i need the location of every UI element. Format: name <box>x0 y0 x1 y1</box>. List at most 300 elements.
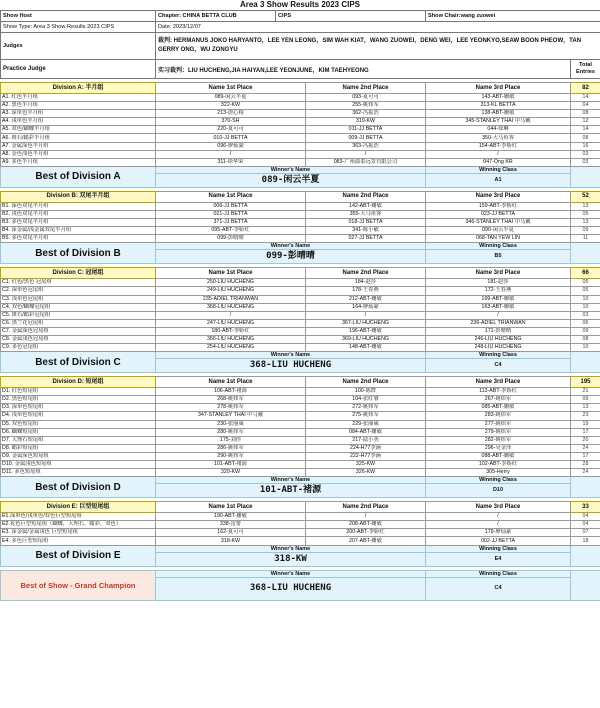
first-place: 368-LIU HUCHENG <box>156 303 306 311</box>
winners-name-label: Winner's Name <box>156 166 426 173</box>
third-place: / <box>426 521 571 529</box>
entry-count: 17 <box>571 428 600 436</box>
division-table <box>0 501 600 566</box>
second-place: 229-张丽威 <box>306 420 426 428</box>
winners-name-label: Winner's Name <box>156 352 426 359</box>
table-row <box>1 388 600 396</box>
entry-count: 20 <box>571 436 600 444</box>
third-place: 171-彭晴晴 <box>426 327 571 335</box>
second-place: / <box>306 311 426 319</box>
class-name: A9. 多色半月组 <box>1 158 156 166</box>
grand-champion-label: Best of Show - Grand Champion <box>1 570 156 600</box>
first-place: 366-LIU HUCHENG <box>156 335 306 343</box>
entry-count: 04 <box>571 521 600 529</box>
grand-champion-class: C4 <box>426 577 571 600</box>
first-place: 249-LIU HUCHENG <box>156 287 306 295</box>
second-place: 142-ABT-姗敏 <box>306 202 426 210</box>
table-row <box>1 102 600 110</box>
division-total: 33 <box>571 502 600 513</box>
second-place: 217-陆小英 <box>306 436 426 444</box>
second-place: 255-姚炜军 <box>306 102 426 110</box>
col-header-first: Name 1st Place <box>156 191 306 202</box>
second-place: 212-ABT-姗敏 <box>306 295 426 303</box>
class-name: E2.花色巨型短尾组（蝴蝶，大理石，蜡彩，双色） <box>1 521 156 529</box>
table-row <box>1 521 600 529</box>
entry-count: 04 <box>571 102 600 110</box>
table-row <box>1 110 600 118</box>
entry-count: 24 <box>571 469 600 477</box>
first-place: 099-彭晴晴 <box>156 235 306 243</box>
class-name: D8. 蜡彩短尾组 <box>1 444 156 452</box>
table-row <box>1 202 600 210</box>
first-place: 370-SH <box>156 118 306 126</box>
table-row <box>1 142 600 150</box>
entry-count: 28 <box>571 461 600 469</box>
third-place: 199-ABT-姗敏 <box>426 295 571 303</box>
entry-count: 08 <box>571 110 600 118</box>
class-name: D10. 金属浅色短尾组 <box>1 461 156 469</box>
first-place: 235-ADIEL TRIANWAN <box>156 295 306 303</box>
second-place: 027-JJ BETTA <box>306 235 426 243</box>
col-header-third: Name 3rd Place <box>426 191 571 202</box>
third-place: 113-ABT-李娇红 <box>426 388 571 396</box>
division-name: Division E: 巨型短尾组 <box>1 502 156 513</box>
cips-label: CIPS <box>276 11 426 22</box>
third-place: / <box>426 150 571 158</box>
entry-count: 24 <box>571 444 600 452</box>
first-place: 254-LIU HUCHENG <box>156 344 306 352</box>
first-place: 320-KW <box>156 469 306 477</box>
division-total: 52 <box>571 191 600 202</box>
class-name: B5. 多色双尾半月组 <box>1 235 156 243</box>
division-name: Division B: 双尾半月组 <box>1 191 156 202</box>
class-name: A3. 深单色半月组 <box>1 110 156 118</box>
table-row <box>1 219 600 227</box>
third-place: 345-STANLEY THAI 中马戴 <box>426 118 571 126</box>
division-winner: 089-闲云半夏 <box>156 173 426 187</box>
show-host-label: Show Host <box>1 11 156 22</box>
col-header-third: Name 3rd Place <box>426 377 571 388</box>
entry-count: 03 <box>571 311 600 319</box>
table-row <box>1 335 600 343</box>
table-row <box>1 150 600 158</box>
table-row <box>1 311 600 319</box>
second-place: / <box>306 513 426 521</box>
table-row <box>1 469 600 477</box>
third-place: 088-ABT-姗敏 <box>426 452 571 460</box>
header-table <box>0 10 600 79</box>
third-place: 282-姚炜军 <box>426 436 571 444</box>
first-place: 286-姚炜军 <box>156 444 306 452</box>
second-place: 319-KW <box>306 118 426 126</box>
division-winning-class: D10 <box>426 484 571 498</box>
third-place: 283-姚炜军 <box>426 412 571 420</box>
table-row <box>1 444 600 452</box>
entry-count: 05 <box>571 279 600 287</box>
second-place: 104-张红睿 <box>306 396 426 404</box>
table-row <box>1 134 600 142</box>
entry-count: 07 <box>571 529 600 537</box>
first-place: 089-闲云半夏 <box>156 94 306 102</box>
table-row <box>1 94 600 102</box>
third-place: 163-ABT-姗敏 <box>426 303 571 311</box>
second-place: 369-LIU HUCHENG <box>306 335 426 343</box>
table-row <box>1 158 600 166</box>
division-table <box>0 267 600 373</box>
second-place: 341-陈小敏 <box>306 227 426 235</box>
class-name: A4. 浅单色半月组 <box>1 118 156 126</box>
table-row <box>1 235 600 243</box>
entry-count: 10 <box>571 295 600 303</box>
chapter: Chapter: CHINA BETTA CLUB <box>156 11 276 22</box>
col-header-second: Name 2nd Place <box>306 83 426 94</box>
class-name: D5. 双色短尾组 <box>1 420 156 428</box>
grand-champion-table <box>0 570 600 601</box>
second-place: 196-ABT-姗敏 <box>306 327 426 335</box>
first-place: 250-LIU HUCHENG <box>156 279 306 287</box>
first-place: 230-张丽威 <box>156 420 306 428</box>
third-place: 068-TAN YEW LIN <box>426 235 571 243</box>
winning-class-label: Winning Class <box>426 477 571 484</box>
class-name: D9. 金属深色短尾组 <box>1 452 156 460</box>
third-place: 350-大马鱼客 <box>426 134 571 142</box>
winning-class-label: Winning Class <box>426 166 571 173</box>
grand-champion-winner: 368-LIU HUCHENG <box>156 577 426 600</box>
first-place: 322-KW <box>156 102 306 110</box>
best-of-division-label: Best of Division D <box>1 477 156 498</box>
first-place: 021-JJ BETTA <box>156 210 306 218</box>
division-table <box>0 82 600 188</box>
practice-judge-list: 实习裁判：LIU HUCHENG,JIA HAIYAN,LEE YEONJUNE，KIM TAEHYEONG <box>156 60 571 79</box>
division-winning-class: C4 <box>426 359 571 373</box>
entry-count: 03 <box>571 158 600 166</box>
second-place: 148-ABT-姗敏 <box>306 344 426 352</box>
table-row <box>1 118 600 126</box>
first-place: 190-ABT-姗敏 <box>156 513 306 521</box>
division-winner: 099-彭晴晴 <box>156 250 426 264</box>
entry-count: 10 <box>571 303 600 311</box>
third-place: 246-LIU HUCHENG <box>426 335 571 343</box>
entry-count: 14 <box>571 126 600 134</box>
table-row <box>1 227 600 235</box>
table-row <box>1 210 600 218</box>
class-name: B1. 深色双尾半月组 <box>1 202 156 210</box>
third-place: 267-姚炜军 <box>426 396 571 404</box>
grand-winning-class-label: Winning Class <box>426 570 571 577</box>
second-place: 355-大马鱼客 <box>306 210 426 218</box>
table-row <box>1 529 600 537</box>
third-place: 277-姚炜军 <box>426 420 571 428</box>
third-place: 002-JJ BETTA <box>426 537 571 545</box>
table-row <box>1 412 600 420</box>
entry-count: 13 <box>571 219 600 227</box>
grand-winners-name-label: Winner's Name <box>156 570 426 577</box>
second-place: 018-JJ BETTA <box>306 219 426 227</box>
table-row <box>1 287 600 295</box>
table-row <box>1 537 600 545</box>
class-name: A5. 双色/蝴蝶半月组 <box>1 126 156 134</box>
first-place: 213-唐心榕 <box>156 110 306 118</box>
class-name: A7. 金属深色半月组 <box>1 142 156 150</box>
first-place: / <box>156 311 306 319</box>
second-place: 224-H77李涵 <box>306 444 426 452</box>
table-row <box>1 344 600 352</box>
class-name: B4. 深金属/浅金属双尾半月组 <box>1 227 156 235</box>
class-name: D11. 多色短尾组 <box>1 469 156 477</box>
third-place: 179-廖灿豪 <box>426 529 571 537</box>
first-place: 247-LIU HUCHENG <box>156 319 306 327</box>
third-place: 143-ABT-姗敏 <box>426 94 571 102</box>
entry-count: 17 <box>571 452 600 460</box>
class-name: D2. 黑色短尾组 <box>1 396 156 404</box>
third-place: 154-ABT-李娇红 <box>426 142 571 150</box>
col-header-first: Name 1st Place <box>156 83 306 94</box>
best-of-division-label: Best of Division A <box>1 166 156 187</box>
table-row <box>1 513 600 521</box>
table-row <box>1 404 600 412</box>
second-place: 363-冯振浩 <box>306 142 426 150</box>
table-row <box>1 303 600 311</box>
second-place: / <box>306 150 426 158</box>
first-place: 006-JJ BETTA <box>156 202 306 210</box>
col-header-first: Name 1st Place <box>156 502 306 513</box>
third-place: 181-赵莎 <box>426 279 571 287</box>
third-place: 248-LIU HUCHENG <box>426 344 571 352</box>
entry-count: 04 <box>571 513 600 521</box>
first-place: 010-JJ BETTA <box>156 134 306 142</box>
class-name: C4. 双色/蝴蝶冠尾组 <box>1 303 156 311</box>
first-place: 371-JJ BETTA <box>156 219 306 227</box>
class-name: D7. 大理石短尾组 <box>1 436 156 444</box>
third-place: 085-ABT-姗敏 <box>426 404 571 412</box>
class-name: B3. 多色双尾半月组 <box>1 219 156 227</box>
first-place: 162-夏可可 <box>156 529 306 537</box>
division-name: Division A: 半月组 <box>1 83 156 94</box>
col-header-second: Name 2nd Place <box>306 268 426 279</box>
second-place: 208-ABT-姗敏 <box>306 521 426 529</box>
third-place: 279-姚炜军 <box>426 428 571 436</box>
best-of-division-label: Best of Division C <box>1 352 156 373</box>
first-place: / <box>156 150 306 158</box>
winners-name-label: Winner's Name <box>156 477 426 484</box>
show-date: Date: 2023/12/07 <box>156 22 600 33</box>
third-place: / <box>426 513 571 521</box>
entry-count: 23 <box>571 412 600 420</box>
third-place: 023-JJ BETTA <box>426 210 571 218</box>
class-name: C3. 浅单色冠尾组 <box>1 295 156 303</box>
first-place: 338-雷蕾 <box>156 521 306 529</box>
winning-class-label: Winning Class <box>426 545 571 552</box>
third-place: 346-STANLEY THAI 中马戴 <box>426 219 571 227</box>
table-row <box>1 279 600 287</box>
second-place: 367-LIU HUCHENG <box>306 319 426 327</box>
third-place: 236-ADIEL TRIANWAN <box>426 319 571 327</box>
second-place: 207-ABT-姗敏 <box>306 537 426 545</box>
table-row <box>1 420 600 428</box>
first-place: 290-姚炜军 <box>156 452 306 460</box>
entry-count: 09 <box>571 327 600 335</box>
entry-count: 11 <box>571 235 600 243</box>
class-name: D4. 浅单色短尾组 <box>1 412 156 420</box>
second-place: 326-KW <box>306 469 426 477</box>
division-table <box>0 191 600 264</box>
table-row <box>1 319 600 327</box>
first-place: 268-姚炜军 <box>156 396 306 404</box>
division-table <box>0 376 600 498</box>
division-total: 195 <box>571 377 600 388</box>
class-name: C1. 红色/黑色 冠尾组 <box>1 279 156 287</box>
class-name: E1.深单色/浅单色/双色巨型短尾组 <box>1 513 156 521</box>
division-winner: 368-LIU HUCHENG <box>156 359 426 373</box>
entry-count: 13 <box>571 404 600 412</box>
best-of-division-label: Best of Division E <box>1 545 156 566</box>
second-place: 325-KW <box>306 461 426 469</box>
division-winner: 101-ABT-褚源 <box>156 484 426 498</box>
page-title: Area 3 Show Results 2023 CIPS <box>239 0 361 9</box>
third-place: 296-吴金泽 <box>426 444 571 452</box>
entry-count: 08 <box>571 134 600 142</box>
entry-count: 13 <box>571 202 600 210</box>
first-place: 175-刘佳 <box>156 436 306 444</box>
col-header-third: Name 3rd Place <box>426 502 571 513</box>
second-place: 093-夏可可 <box>306 94 426 102</box>
entry-count: 08 <box>571 335 600 343</box>
entry-count: 03 <box>571 150 600 158</box>
table-row <box>1 428 600 436</box>
second-place: 362-冯振浩 <box>306 110 426 118</box>
table-row <box>1 396 600 404</box>
first-place: 180-ABT-李娇红 <box>156 327 306 335</box>
third-place: 159-ABT-李娇红 <box>426 202 571 210</box>
second-place: 272-姚炜军 <box>306 404 426 412</box>
show-chair: Show Chair:wang zuowei <box>426 11 600 22</box>
division-winning-class: B5 <box>426 250 571 264</box>
second-place: 100-陈群 <box>306 388 426 396</box>
judges-list: 裁判: HERMANUS JOKO HARYANTO，LEE YEN LEONG，SIM WAH KIAT，WANG ZUOWEI，DENG WEI，LEE YEONKYO,SEAW BOON PHEOW，TAN GERRY ONG，WU ZONGYU <box>156 33 600 60</box>
show-type: Show Type: Area 3 Show Results 2023 CIPS <box>1 22 156 33</box>
winners-name-label: Winner's Name <box>156 243 426 250</box>
table-row <box>1 327 600 335</box>
first-place: 347-STANLEY THAI 中马戴 <box>156 412 306 420</box>
class-name: C2. 深单色冠尾组 <box>1 287 156 295</box>
entry-count: 05 <box>571 210 600 218</box>
col-header-second: Name 2nd Place <box>306 502 426 513</box>
table-row <box>1 461 600 469</box>
col-header-third: Name 3rd Place <box>426 83 571 94</box>
entry-count: 16 <box>571 142 600 150</box>
first-place: 318-KW <box>156 537 306 545</box>
entry-count: 19 <box>571 420 600 428</box>
second-place: 200-ABT-李娇红 <box>306 529 426 537</box>
entry-count: 10 <box>571 344 600 352</box>
entry-count: 18 <box>571 537 600 545</box>
col-header-second: Name 2nd Place <box>306 191 426 202</box>
first-place: 096-廖灿豪 <box>156 142 306 150</box>
class-name: C7. 金属深色冠尾组 <box>1 327 156 335</box>
second-place: 083-广州溢泰远景有限公司 <box>306 158 426 166</box>
entry-count: 21 <box>571 388 600 396</box>
second-place: 084-ABT-姗敏 <box>306 428 426 436</box>
col-header-third: Name 3rd Place <box>426 268 571 279</box>
entry-count: 12 <box>571 118 600 126</box>
third-place: / <box>426 311 571 319</box>
table-row <box>1 436 600 444</box>
class-name: A8. 金色浅色半月组 <box>1 150 156 158</box>
first-place: 220-夏可可 <box>156 126 306 134</box>
class-name: B2. 浅色双尾半月组 <box>1 210 156 218</box>
winners-name-label: Winner's Name <box>156 545 426 552</box>
first-place: 106-ABT-褚源 <box>156 388 306 396</box>
division-name: Division C: 冠尾组 <box>1 268 156 279</box>
practice-judge-label: Practice Judge <box>1 60 156 79</box>
table-row <box>1 295 600 303</box>
first-place: 280-姚炜军 <box>156 428 306 436</box>
divisions-container <box>0 82 600 567</box>
class-name: A2. 黑色半月组 <box>1 102 156 110</box>
class-name: D3. 深单色短尾组 <box>1 404 156 412</box>
class-name: A6. 斑石/蜡彩半月组 <box>1 134 156 142</box>
entry-count: 14 <box>571 94 600 102</box>
third-place: 305-Herry <box>426 469 571 477</box>
third-place: 172-王春燕 <box>426 287 571 295</box>
first-place: 095-ABT-李娇红 <box>156 227 306 235</box>
col-header-first: Name 1st Place <box>156 377 306 388</box>
winning-class-label: Winning Class <box>426 243 571 250</box>
third-place: 102-ABT-李娇红 <box>426 461 571 469</box>
third-place: 044-徐琳 <box>426 126 571 134</box>
judges-label: Judges <box>1 33 156 60</box>
division-name: Division D: 短尾组 <box>1 377 156 388</box>
first-place: 101-ABT-褚源 <box>156 461 306 469</box>
division-winning-class: E4 <box>426 552 571 566</box>
division-winning-class: A1 <box>426 173 571 187</box>
second-place: 184-赵莎 <box>306 279 426 287</box>
class-name: E3. 深金属/金属浅色 巨型短尾组 <box>1 529 156 537</box>
second-place: 222-H77李涵 <box>306 452 426 460</box>
second-place: 275-姚炜军 <box>306 412 426 420</box>
second-place: 011-JJ BETTA <box>306 126 426 134</box>
entry-count: 09 <box>571 396 600 404</box>
division-total: 66 <box>571 268 600 279</box>
total-entries-header: Total Entries <box>571 60 600 79</box>
first-place: 311-徐华荣 <box>156 158 306 166</box>
second-place: 009-JJ BETTA <box>306 134 426 142</box>
entry-count: 09 <box>571 227 600 235</box>
table-row <box>1 452 600 460</box>
third-place: 138-ABT-姗敏 <box>426 110 571 118</box>
second-place: 164-廖灿豪 <box>306 303 426 311</box>
second-place: 178-王春燕 <box>306 287 426 295</box>
class-name: C6. 黑兰花冠尾组 <box>1 319 156 327</box>
third-place: 313-KL BETTA <box>426 102 571 110</box>
first-place: 278-姚炜军 <box>156 404 306 412</box>
col-header-second: Name 2nd Place <box>306 377 426 388</box>
division-winner: 318-KW <box>156 552 426 566</box>
class-name: C8. 金属浅色冠尾组 <box>1 335 156 343</box>
winning-class-label: Winning Class <box>426 352 571 359</box>
class-name: D6. 蝴蝶短尾组 <box>1 428 156 436</box>
division-total: 82 <box>571 83 600 94</box>
best-of-division-label: Best of Division B <box>1 243 156 264</box>
entry-count: 05 <box>571 287 600 295</box>
class-name: A1. 红色半月组 <box>1 94 156 102</box>
class-name: C5. 斑石/蜡彩冠尾组 <box>1 311 156 319</box>
entry-count: 06 <box>571 319 600 327</box>
class-name: C9. 多色冠尾组 <box>1 344 156 352</box>
third-place: 047-Ong KR <box>426 158 571 166</box>
class-name: D1. 红色短尾组 <box>1 388 156 396</box>
class-name: E4. 多色巨型短尾组 <box>1 537 156 545</box>
